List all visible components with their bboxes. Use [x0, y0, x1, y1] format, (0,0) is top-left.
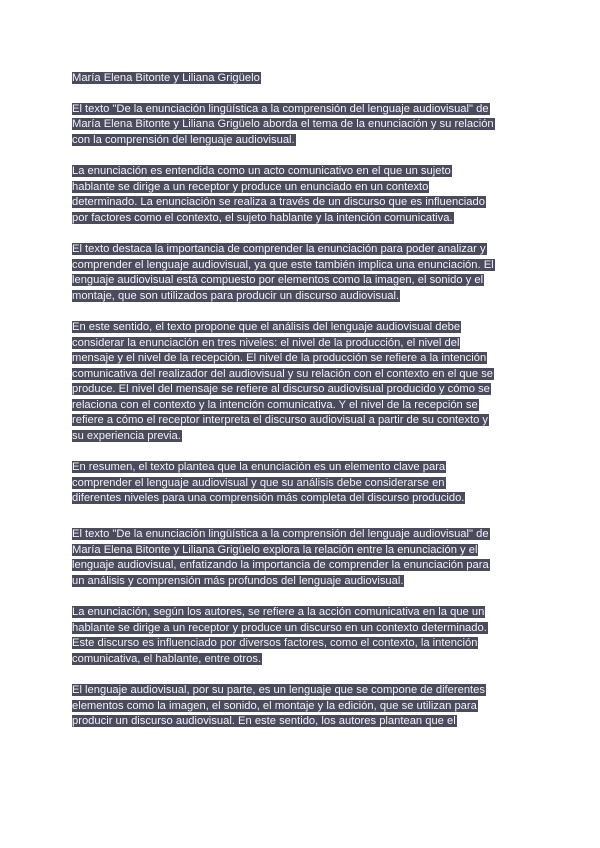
highlighted-text[interactable]: diferentes niveles para una comprensión más completa del discurso producido.: [72, 492, 465, 505]
highlighted-text[interactable]: mensaje y el nivel de la recepción. El nivel de la producción se refiere a la intención: [72, 352, 487, 365]
text-line: [72, 133, 528, 149]
text-line: [72, 683, 528, 699]
highlighted-text[interactable]: El texto "De la enunciación lingüística a la comprensión del lenguaje audiovisual" de: [72, 528, 489, 541]
text-line: [72, 621, 528, 637]
text-line: [72, 398, 528, 414]
highlighted-text[interactable]: montaje, que son utilizados para producir un discurso audiovisual.: [72, 289, 400, 302]
highlighted-text[interactable]: María Elena Bitonte y Liliana Grigüelo explora la relación entre la enunciación y el: [72, 543, 478, 556]
highlighted-text[interactable]: relaciona con el contexto y la intención comunicativa. Y el nivel de la recepción se: [72, 398, 478, 411]
highlighted-text[interactable]: lenguaje audiovisual, enfatizando la importancia de comprender la enunciación para: [72, 559, 489, 572]
highlighted-text[interactable]: La enunciación es entendida como un acto comunicativo en el que un sujeto: [72, 164, 451, 177]
text-line: [72, 273, 528, 289]
text-line: [72, 320, 528, 336]
highlighted-text[interactable]: La enunciación, según los autores, se refiere a la acción comunicativa en la que un: [72, 606, 485, 618]
text-line: [72, 367, 528, 383]
text-line: [72, 714, 528, 730]
text-line: [72, 180, 528, 196]
highlighted-text[interactable]: En este sentido, el texto propone que el análisis del lenguaje audiovisual debe: [72, 320, 461, 333]
document-page: [72, 71, 528, 730]
text-line: [72, 574, 528, 590]
highlighted-text[interactable]: elementos como la imagen, el sonido, el montaje y la edición, que se utilizan para: [72, 699, 477, 712]
highlighted-text[interactable]: con la comprensión del lenguaje audiovisual.: [72, 133, 295, 146]
paragraph: [72, 683, 528, 730]
text-line: [72, 413, 528, 429]
highlighted-text[interactable]: por factores como el contexto, el sujeto hablante y la intención comunicativa.: [72, 211, 453, 224]
paragraph: [72, 242, 528, 304]
highlighted-text[interactable]: considerar la enunciación en tres niveles: el nivel de la producción, el nivel del: [72, 336, 460, 349]
highlighted-text[interactable]: comunicativa, el hablante, entre otros.: [72, 652, 262, 665]
highlighted-text[interactable]: producir un discurso audiovisual. En este sentido, los autores plantean que el: [72, 715, 456, 728]
highlighted-text[interactable]: un análisis y comprensión más profundos del lenguaje audiovisual.: [72, 574, 404, 587]
paragraph: [72, 102, 528, 149]
highlighted-text[interactable]: En resumen, el texto plantea que la enunciación es un elemento clave para: [72, 461, 446, 474]
text-line: [72, 242, 528, 258]
text-line: [72, 102, 528, 118]
text-line: [72, 289, 528, 305]
highlighted-text[interactable]: hablante se dirige a un receptor y produce un discurso en un contexto determinado.: [72, 621, 487, 634]
document-body: [72, 102, 528, 730]
text-line: [72, 211, 528, 227]
text-line: [72, 117, 528, 133]
text-line: [72, 558, 528, 574]
paragraph: [72, 320, 528, 445]
highlighted-text[interactable]: lenguaje audiovisual está compuesto por elementos como la imagen, el sonido y el: [72, 274, 484, 287]
text-line: [72, 636, 528, 652]
text-line: [72, 382, 528, 398]
paragraph: [72, 164, 528, 226]
highlighted-text[interactable]: El lenguaje audiovisual, por su parte, es un lenguaje que se compone de diferentes: [72, 683, 485, 696]
paragraph: [72, 527, 528, 589]
highlighted-text[interactable]: María Elena Bitonte y Liliana Grigüelo aborda el tema de la enunciación y su relación: [72, 118, 494, 131]
paragraph: [72, 605, 528, 667]
highlighted-text[interactable]: refiere a cómo el receptor interpreta el discurso audiovisual a partir de su contexto y: [72, 414, 489, 427]
text-line: [72, 195, 528, 211]
highlighted-text[interactable]: su experiencia previa.: [72, 430, 181, 443]
highlighted-text[interactable]: Este discurso es influenciado por diversos factores, como el contexto, la intención: [72, 637, 478, 650]
highlighted-text[interactable]: hablante se dirige a un receptor y produce un enunciado en un contexto: [72, 180, 429, 193]
text-line: [72, 164, 528, 180]
highlighted-text[interactable]: determinado. La enunciación se realiza a través de un discurso que es influenciado: [72, 196, 485, 209]
text-line: [72, 491, 528, 507]
text-line: [72, 336, 528, 352]
text-line: [72, 258, 528, 274]
highlighted-text[interactable]: comprender el lenguaje audiovisual y que su análisis debe considerarse en: [72, 476, 445, 489]
text-line: [72, 476, 528, 492]
text-line: [72, 460, 528, 476]
text-line: [72, 699, 528, 715]
text-line: [72, 351, 528, 367]
highlighted-text[interactable]: produce. El nivel del mensaje se refiere al discurso audiovisual producido y cómo se: [72, 383, 490, 396]
highlighted-text[interactable]: El texto "De la enunciación lingüística a la comprensión del lenguaje audiovisual" de: [72, 102, 489, 115]
highlighted-text[interactable]: El texto destaca la importancia de comprender la enunciación para poder analizar y: [72, 242, 486, 255]
title-text[interactable]: María Elena Bitonte y Liliana Grigüelo: [72, 72, 260, 84]
document-title: [72, 71, 528, 87]
highlighted-text[interactable]: comprender el lenguaje audiovisual, ya que este también implica una enunciación. El: [72, 258, 494, 271]
text-line: [72, 652, 528, 668]
highlighted-text[interactable]: comunicativa del realizador del audiovisual y su relación con el contexto en el que se: [72, 367, 494, 380]
paragraph: [72, 460, 528, 507]
text-line: [72, 429, 528, 445]
text-line: [72, 543, 528, 559]
text-line: [72, 527, 528, 543]
text-line: [72, 605, 528, 621]
